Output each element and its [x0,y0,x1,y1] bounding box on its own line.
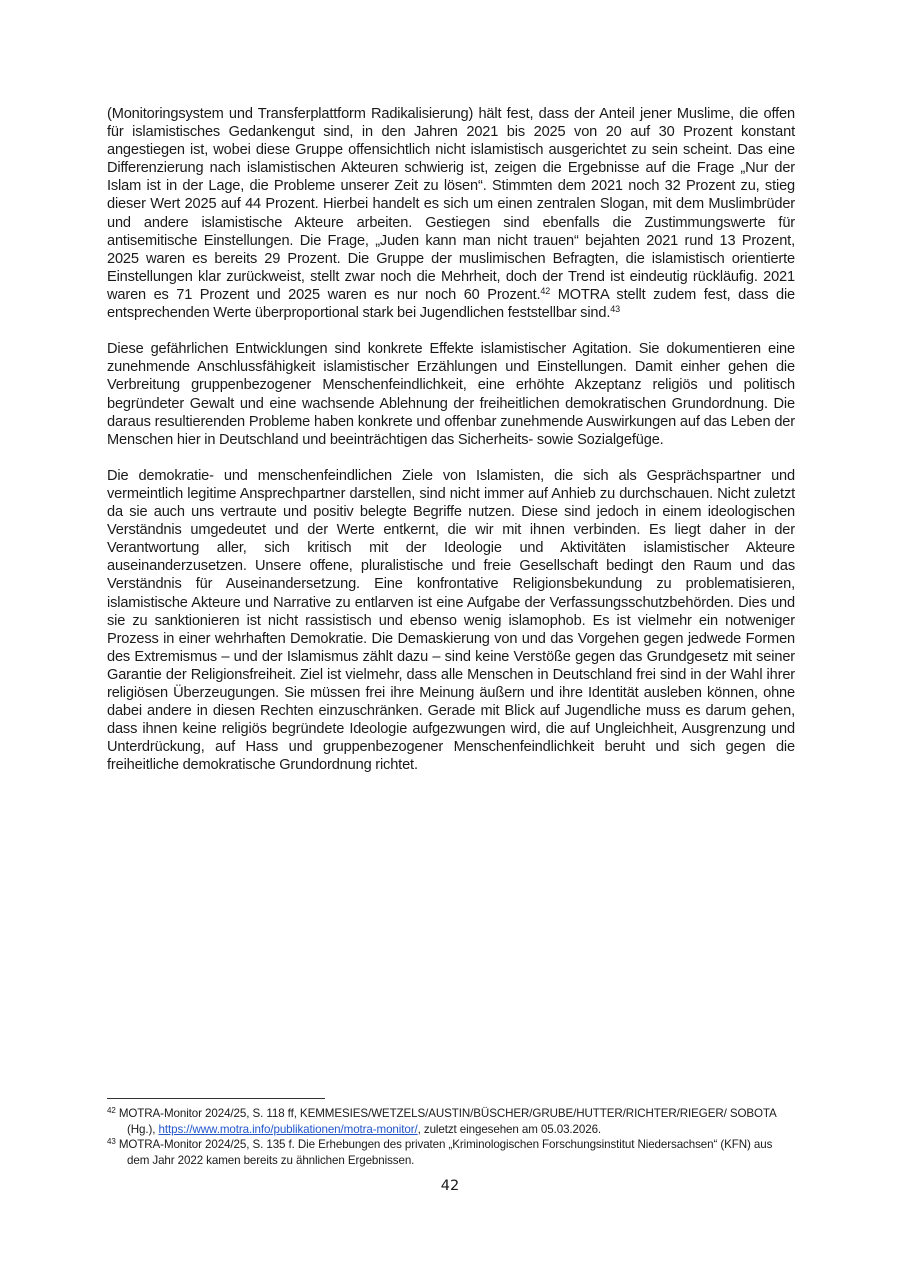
paragraph-1-text-continued: MOTRA stellt zudem fest, dass die entsprechenden Werte überproportional stark bei Jugendlichen feststellbar sind. [107,286,796,322]
footnote-divider [107,1098,325,1099]
footnote-text: MOTRA-Monitor 2024/25, S. 135 f. Die Erhebungen des privaten „Kriminologischen Forschungsinstitut Niedersachsen“ (KFN) aus dem Jahr 2022 kamen bereits zu ähnlichen Ergebnissen. [115,1138,773,1167]
motra-monitor-link[interactable]: https://www.motra.info/publikationen/motra-monitor/ [158,1122,418,1136]
footnote-text: MOTRA-Monitor 2024/25, S. 118 ff, KEMMESIES/WETZELS/AUSTIN/BÜSCHER/GRUBE/HUTTER/RICHTER/RIEGER/ SOBOTA (Hg.), [115,1107,777,1136]
paragraph-3: Die demokratie- und menschenfeindlichen Ziele von Islamisten, die sich als Gesprächspartner und vermeintlich legitime Ansprechpartner darstellen, sind nicht immer auf Anhieb zu durchschauen. Nicht zuletzt da sie auch uns vertraute und positiv belegte Begriffe nutzen. Diese sind jedoch in einem ideologischen Verständnis umgedeutet und der Werte entkernt, die wir mit ihnen verbinden. Es liegt daher in der Verantwortung aller, sich kritisch mit der Ideologie und Aktivitäten islamistischer Akteure auseinanderzusetzen. Unsere offene, pluralistische und freie Gesellschaft bedingt den Raum und das Verständnis für Auseinandersetzung. Eine konfrontative Religionsbekundung zu problematisieren, islamistische Akteure und Narrative zu entlarven ist eine Aufgabe der Verfassungsschutzbehörden. Dies und sie zu sanktionieren ist nicht rassistisch und ebenso wenig islamophob. Es ist vielmehr ein notweniger Prozess in einer wehrhaften Demokratie. Die Demaskierung von und das Vorgehen gegen jedwede Formen des Extremismus – und der Islamismus zählt dazu – sind keine Verstöße gegen das Grundgesetz mit seiner Garantie der Religionsfreiheit. Ziel ist vielmehr, dass alle Menschen in Deutschland frei sind in der Wahl ihrer religiösen Überzeugungen. Sie müssen frei ihre Meinung äußern und ihre Identität ausleben können, ohne dabei andere in diesen Rechten einzuschränken. Gerade mit Blick auf Jugendliche muss es darum gehen, dass ihnen keine religiös begründete Ideologie aufgezwungen wird, die auf Ungleichheit, Ausgrenzung und Unterdrückung, auf Hass und gruppenbezogener Menschenfeindlichkeit beruht und sich gegen die freiheitliche demokratische Grundordnung richtet. [107,467,795,774]
footnote-ref-43[interactable]: 43 [610,304,620,315]
main-text [107,105,795,793]
footnotes [107,1106,797,1168]
footnote-43 [107,1137,797,1168]
paragraph-2: Diese gefährlichen Entwicklungen sind konkrete Effekte islamistischer Agitation. Sie dokumentieren eine zunehmende Anschlussfähigkeit islamistischer Erzählungen und Einstellungen. Damit einher gehen die Verbreitung gruppenbezogener Menschenfeindlichkeit, eine erhöhte Akzeptanz religiös und politisch begründeter Gewalt und eine wachsende Ablehnung der freiheitlichen demokratischen Grundordnung. Die daraus resultierenden Probleme haben konkrete und offenbar zunehmende Auswirkungen auf das Leben der Menschen hier in Deutschland und beeinträchtigen das Sicherheits- sowie Sozialgefüge. [107,341,795,448]
footnote-text-after-link: , zuletzt eingesehen am 05.03.2026. [417,1122,602,1136]
footnote-number: 43 [107,1137,116,1146]
paragraph-1 [107,105,795,322]
footnote-42 [107,1106,797,1137]
footnote-ref-42[interactable]: 42 [540,285,551,296]
paragraph-1-text: (Monitoringsystem und Transferplattform Radikalisierung) hält fest, dass der Anteil jener Muslime, die offen für islamistisches Gedankengut sind, in den Jahren 2021 bis 2025 von 20 auf 30 Prozent konstant angestiegen ist, wobei diese Gruppe offensichtlich nicht islamistisch ausgerichtet zu sein scheint. Das eine Differenzierung nach islamistischen Akteuren schwierig ist, zeigen die Ergebnisse auf die Frage „Nur der Islam ist in der Lage, die Probleme unserer Zeit zu lösen“. Stimmten dem 2021 noch 32 Prozent zu, stieg dieser Wert 2025 auf 44 Prozent. Hierbei handelt es sich um einen zentralen Slogan, mit dem Muslimbrüder und andere islamistische Akteure arbeiten. Gestiegen sind ebenfalls die Zustimmungswerte für antisemitische Einstellungen. Die Frage, „Juden kann man nicht trauen“ bejahten 2021 rund 13 Prozent, 2025 waren es bereits 29 Prozent. Die Gruppe der muslimischen Befragten, die islamistisch orientierte Einstellungen klar zurückweist, stellt zwar noch die Mehrheit, doch der Trend ist eindeutig rückläufig. 2021 waren es 71 Prozent und 2025 waren es nur noch 60 Prozent. [107,106,795,303]
footnote-number: 42 [107,1106,116,1115]
page-number: 42 [440,1178,460,1194]
